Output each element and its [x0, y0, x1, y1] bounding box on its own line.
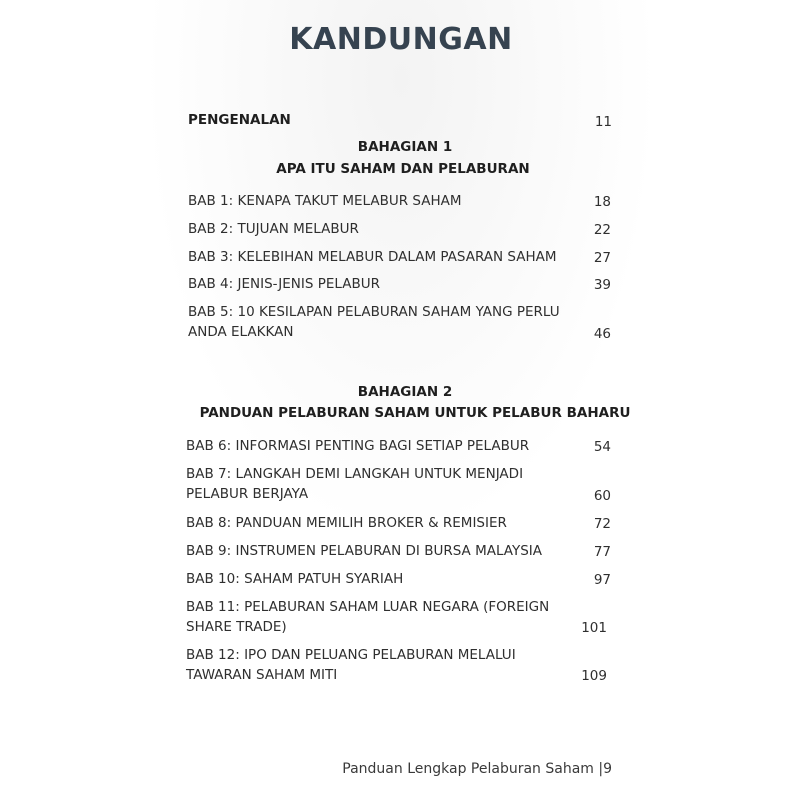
part1-entry-title-cont: ANDA ELAKKAN	[188, 324, 294, 340]
part2-entry-page: 77	[593, 544, 611, 560]
part1-entry-title: BAB 4: JENIS-JENIS PELABUR	[188, 276, 380, 292]
part2-heading: BAHAGIAN 2	[357, 384, 453, 400]
page-title: KANDUNGAN	[289, 22, 513, 57]
part2-entry-page: 109	[581, 668, 607, 684]
part2-entry-title-cont: SHARE TRADE)	[186, 619, 287, 635]
part2-entry-title: BAB 8: PANDUAN MEMILIH BROKER & REMISIER	[186, 515, 507, 531]
part1-entry-title: BAB 2: TUJUAN MELABUR	[188, 221, 359, 237]
intro-label: PENGENALAN	[188, 112, 291, 128]
part2-entry-page: 54	[593, 439, 611, 455]
part1-entry-page: 39	[593, 277, 611, 293]
part1-heading: BAHAGIAN 1	[357, 139, 453, 155]
part2-entry-title: BAB 9: INSTRUMEN PELABURAN DI BURSA MALAYSIA	[186, 543, 543, 559]
part1-entry-page: 27	[593, 250, 611, 266]
part2-entry-page: 72	[593, 516, 611, 532]
part2-entry-title-cont: PELABUR BERJAYA	[186, 486, 309, 502]
part2-entry-page: 101	[581, 620, 607, 636]
part1-entry-title: BAB 5: 10 KESILAPAN PELABURAN SAHAM YANG PERLU	[188, 304, 560, 320]
part2-entry-page: 97	[593, 572, 611, 588]
part1-subheading: APA ITU SAHAM DAN PELABURAN	[276, 161, 530, 177]
part1-entry-title: BAB 3: KELEBIHAN MELABUR DALAM PASARAN SAHAM	[188, 249, 557, 265]
part1-entry-page: 18	[593, 194, 611, 210]
part2-entry-title: BAB 12: IPO DAN PELUANG PELABURAN MELALUI	[186, 647, 516, 663]
intro-page: 11	[594, 114, 612, 130]
part2-subheading: PANDUAN PELABURAN SAHAM UNTUK PELABUR BAHARU	[199, 405, 631, 421]
part2-entry-title: BAB 10: SAHAM PATUH SYARIAH	[186, 571, 404, 587]
part2-entry-title: BAB 7: LANGKAH DEMI LANGKAH UNTUK MENJADI	[186, 466, 524, 482]
page-footer: Panduan Lengkap Pelaburan Saham |9	[342, 761, 612, 777]
part1-entry-title: BAB 1: KENAPA TAKUT MELABUR SAHAM	[188, 193, 462, 209]
part2-entry-title-cont: TAWARAN SAHAM MITI	[186, 667, 338, 683]
part1-entry-page: 22	[593, 222, 611, 238]
part1-entry-page: 46	[593, 326, 611, 342]
part2-entry-title: BAB 11: PELABURAN SAHAM LUAR NEGARA (FOREIGN	[186, 599, 550, 615]
part2-entry-title: BAB 6: INFORMASI PENTING BAGI SETIAP PELABUR	[186, 438, 530, 454]
part2-entry-page: 60	[593, 488, 611, 504]
